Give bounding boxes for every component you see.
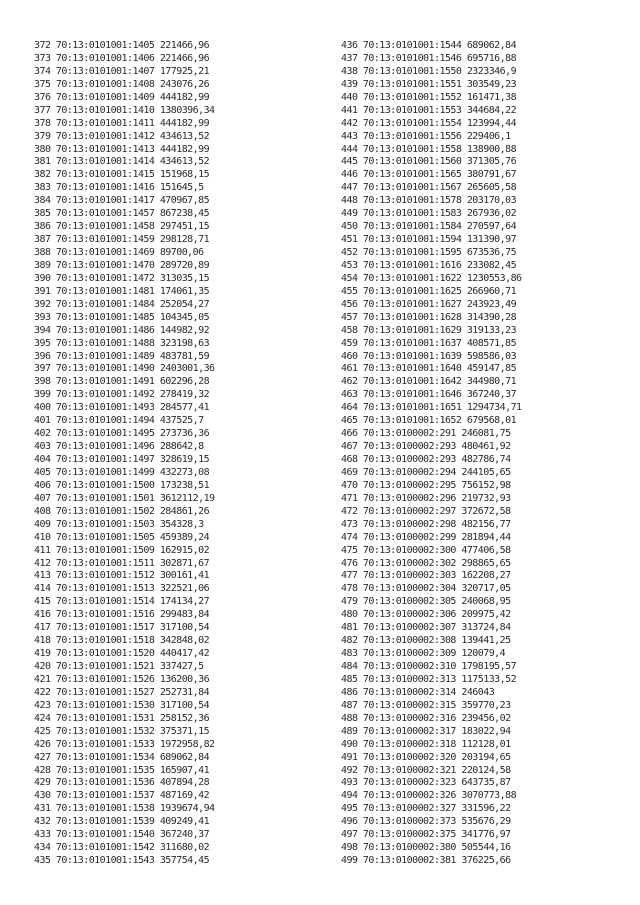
list-item: 428 70:13:0101001:1535 165907,41 xyxy=(34,764,210,776)
list-item: 421 70:13:0101001:1526 136200,36 xyxy=(34,673,210,685)
list-item: 450 70:13:0101001:1584 270597,64 xyxy=(341,221,517,233)
list-item: 468 70:13:0100002:293 482786,74 xyxy=(341,454,511,465)
list-item: 433 70:13:0101001:1540 367240,37 xyxy=(34,829,210,841)
list-item: 440 70:13:0101001:1552 161471,38 xyxy=(341,91,517,103)
list-item: 483 70:13:0100002:309 120079,4 xyxy=(341,648,506,660)
list-item: 436 70:13:0101001:1544 689062,84 xyxy=(341,40,517,51)
list-item: 443 70:13:0101001:1556 229406,1 xyxy=(341,130,511,142)
list-item: 404 70:13:0101001:1497 328619,15 xyxy=(34,454,210,465)
list-item: 497 70:13:0100002:375 341776,97 xyxy=(341,829,511,841)
list-item: 439 70:13:0101001:1551 303549,23 xyxy=(341,78,517,90)
list-item: 471 70:13:0100002:296 219732,93 xyxy=(341,492,511,504)
list-item: 434 70:13:0101001:1542 311680,02 xyxy=(34,842,210,854)
list-item: 406 70:13:0101001:1500 173238,51 xyxy=(34,479,210,491)
list-item: 393 70:13:0101001:1485 104345,05 xyxy=(34,311,210,323)
list-item: 480 70:13:0100002:306 209975,42 xyxy=(341,609,511,621)
list-item: 444 70:13:0101001:1558 138900,88 xyxy=(341,143,517,155)
list-item: 475 70:13:0100002:300 477406,58 xyxy=(341,544,511,556)
list-item: 410 70:13:0101001:1505 459389,24 xyxy=(34,531,210,543)
list-item: 499 70:13:0100002:381 376225,66 xyxy=(341,855,511,867)
list-item: 465 70:13:0101001:1652 679568,01 xyxy=(341,415,517,427)
list-item: 456 70:13:0101001:1627 243923,49 xyxy=(341,298,517,310)
list-item: 419 70:13:0101001:1520 440417,42 xyxy=(34,648,210,660)
list-item: 498 70:13:0100002:380 505544,16 xyxy=(341,842,511,854)
list-item: 477 70:13:0100002:303 162208,27 xyxy=(341,570,511,582)
list-item: 481 70:13:0100002:307 313724,84 xyxy=(341,622,511,634)
list-item: 383 70:13:0101001:1416 151645,5 xyxy=(34,182,204,194)
right-column xyxy=(341,40,636,868)
list-item: 488 70:13:0100002:316 239456,02 xyxy=(341,712,511,724)
list-item: 389 70:13:0101001:1470 289720,89 xyxy=(34,259,210,271)
list-item: 479 70:13:0100002:305 240068,95 xyxy=(341,596,511,608)
list-item: 431 70:13:0101001:1538 1939674,94 xyxy=(34,803,215,815)
list-item: 407 70:13:0101001:1501 3612112,19 xyxy=(34,492,215,504)
list-item: 381 70:13:0101001:1414 434613,52 xyxy=(34,156,210,168)
list-item: 438 70:13:0101001:1550 2323346,9 xyxy=(341,65,517,77)
list-item: 493 70:13:0100002:323 643735,87 xyxy=(341,777,511,789)
list-item: 453 70:13:0101001:1616 233082,45 xyxy=(341,259,517,271)
list-item: 478 70:13:0100002:304 320717,05 xyxy=(341,583,511,595)
list-item: 372 70:13:0101001:1405 221466,96 xyxy=(34,40,210,51)
list-item: 473 70:13:0100002:298 482156,77 xyxy=(341,518,511,530)
list-item: 432 70:13:0101001:1539 409249,41 xyxy=(34,816,210,828)
list-item: 437 70:13:0101001:1546 695716,88 xyxy=(341,52,517,64)
list-item: 482 70:13:0100002:308 139441,25 xyxy=(341,635,511,647)
left-column xyxy=(34,40,334,868)
list-item: 396 70:13:0101001:1489 483781,59 xyxy=(34,350,210,362)
list-item: 462 70:13:0101001:1642 344980,71 xyxy=(341,376,517,388)
list-item: 470 70:13:0100002:295 756152,98 xyxy=(341,479,511,491)
list-item: 424 70:13:0101001:1531 258152,36 xyxy=(34,712,210,724)
list-item: 427 70:13:0101001:1534 689062,84 xyxy=(34,751,210,763)
list-item: 380 70:13:0101001:1413 444182,99 xyxy=(34,143,210,155)
list-item: 378 70:13:0101001:1411 444182,99 xyxy=(34,117,210,129)
list-item: 469 70:13:0100002:294 244105,65 xyxy=(341,466,511,478)
list-item: 373 70:13:0101001:1406 221466,96 xyxy=(34,52,210,64)
list-item: 461 70:13:0101001:1640 459147,85 xyxy=(341,363,517,375)
list-item: 490 70:13:0100002:318 112128,01 xyxy=(341,738,511,750)
list-item: 495 70:13:0100002:327 331596,22 xyxy=(341,803,511,815)
list-item: 435 70:13:0101001:1543 357754,45 xyxy=(34,855,210,867)
list-item: 394 70:13:0101001:1486 144982,92 xyxy=(34,324,210,336)
list-item: 415 70:13:0101001:1514 174134,27 xyxy=(34,596,210,608)
list-item: 463 70:13:0101001:1646 367240,37 xyxy=(341,389,517,401)
list-item: 430 70:13:0101001:1537 487169,42 xyxy=(34,790,210,802)
list-item: 386 70:13:0101001:1458 297451,15 xyxy=(34,221,210,233)
list-item: 489 70:13:0100002:317 183022,94 xyxy=(341,725,511,737)
list-item: 464 70:13:0101001:1651 1294734,71 xyxy=(341,402,522,414)
list-item: 487 70:13:0100002:315 359770,23 xyxy=(341,699,511,711)
list-item: 445 70:13:0101001:1560 371305,76 xyxy=(341,156,517,168)
list-item: 418 70:13:0101001:1518 342848,02 xyxy=(34,635,210,647)
list-item: 385 70:13:0101001:1457 867238,45 xyxy=(34,208,210,220)
list-item: 402 70:13:0101001:1495 273736,36 xyxy=(34,428,210,440)
list-item: 458 70:13:0101001:1629 319133,23 xyxy=(341,324,517,336)
list-item: 455 70:13:0101001:1625 266960,71 xyxy=(341,285,517,297)
list-item: 411 70:13:0101001:1509 162915,02 xyxy=(34,544,210,556)
list-item: 413 70:13:0101001:1512 300161,41 xyxy=(34,570,210,582)
list-item: 484 70:13:0100002:310 1798195,57 xyxy=(341,661,517,672)
list-item: 423 70:13:0101001:1530 317100,54 xyxy=(34,699,210,711)
list-item: 494 70:13:0100002:326 3070773,88 xyxy=(341,790,517,802)
list-item: 390 70:13:0101001:1472 313035,15 xyxy=(34,272,210,284)
list-item: 399 70:13:0101001:1492 278419,32 xyxy=(34,389,210,401)
list-item: 409 70:13:0101001:1503 354328,3 xyxy=(34,518,204,530)
list-item: 425 70:13:0101001:1532 375371,15 xyxy=(34,725,210,737)
list-item: 448 70:13:0101001:1578 203170,03 xyxy=(341,195,517,207)
list-item: 400 70:13:0101001:1493 284577,41 xyxy=(34,402,210,414)
list-item: 491 70:13:0100002:320 203194,65 xyxy=(341,751,511,763)
list-item: 451 70:13:0101001:1594 131390,97 xyxy=(341,234,517,246)
list-item: 474 70:13:0100002:299 281894,44 xyxy=(341,531,511,543)
list-item: 397 70:13:0101001:1490 2403001,36 xyxy=(34,363,215,375)
list-item: 398 70:13:0101001:1491 602296,28 xyxy=(34,376,210,388)
list-item: 401 70:13:0101001:1494 437525,7 xyxy=(34,415,204,427)
list-item: 449 70:13:0101001:1583 267936,02 xyxy=(341,208,517,220)
list-item: 472 70:13:0100002:297 372672,58 xyxy=(341,505,511,517)
list-item: 417 70:13:0101001:1517 317100,54 xyxy=(34,622,210,634)
list-item: 391 70:13:0101001:1481 174061,35 xyxy=(34,285,210,297)
list-item: 426 70:13:0101001:1533 1972958,82 xyxy=(34,738,215,750)
list-item: 395 70:13:0101001:1488 323198,63 xyxy=(34,337,210,349)
list-item: 416 70:13:0101001:1516 299483,84 xyxy=(34,609,210,621)
list-item: 412 70:13:0101001:1511 302871,67 xyxy=(34,557,210,569)
list-item: 408 70:13:0101001:1502 284861,26 xyxy=(34,505,210,517)
list-item: 442 70:13:0101001:1554 123994,44 xyxy=(341,117,517,129)
list-item: 382 70:13:0101001:1415 151968,15 xyxy=(34,169,210,181)
list-item: 384 70:13:0101001:1417 470967,85 xyxy=(34,195,210,207)
list-item: 375 70:13:0101001:1408 243076,26 xyxy=(34,78,210,90)
list-item: 496 70:13:0100002:373 535676,29 xyxy=(341,816,511,828)
list-item: 376 70:13:0101001:1409 444182,99 xyxy=(34,91,210,103)
list-item: 476 70:13:0100002:302 298865,65 xyxy=(341,557,511,569)
list-item: 467 70:13:0100002:293 480461,92 xyxy=(341,441,511,453)
list-item: 405 70:13:0101001:1499 432273,08 xyxy=(34,466,210,478)
list-item: 392 70:13:0101001:1484 252054,27 xyxy=(34,298,210,310)
list-item: 374 70:13:0101001:1407 177925,21 xyxy=(34,65,210,77)
list-item: 388 70:13:0101001:1469 89700,06 xyxy=(34,247,204,258)
list-item: 460 70:13:0101001:1639 598586,03 xyxy=(341,350,517,362)
list-item: 452 70:13:0101001:1595 673536,75 xyxy=(341,247,517,258)
list-item: 379 70:13:0101001:1412 434613,52 xyxy=(34,130,210,142)
list-item: 422 70:13:0101001:1527 252731,84 xyxy=(34,686,210,698)
list-item: 429 70:13:0101001:1536 407894,28 xyxy=(34,777,210,789)
list-item: 457 70:13:0101001:1628 314390,28 xyxy=(341,311,517,323)
list-item: 485 70:13:0100002:313 1175133,52 xyxy=(341,673,517,685)
list-item: 387 70:13:0101001:1459 298128,71 xyxy=(34,234,210,246)
list-item: 420 70:13:0101001:1521 337427,5 xyxy=(34,661,204,672)
list-item: 454 70:13:0101001:1622 1230553,86 xyxy=(341,272,522,284)
list-item: 414 70:13:0101001:1513 322521,06 xyxy=(34,583,210,595)
list-item: 441 70:13:0101001:1553 344684,22 xyxy=(341,104,517,116)
list-item: 486 70:13:0100002:314 246043 xyxy=(341,686,495,698)
list-item: 403 70:13:0101001:1496 288642,8 xyxy=(34,441,204,453)
list-item: 446 70:13:0101001:1565 380791,67 xyxy=(341,169,517,181)
list-item: 492 70:13:0100002:321 220124,58 xyxy=(341,764,511,776)
list-item: 377 70:13:0101001:1410 1380396,34 xyxy=(34,104,215,116)
list-item: 447 70:13:0101001:1567 265605,58 xyxy=(341,182,517,194)
list-item: 459 70:13:0101001:1637 408571,85 xyxy=(341,337,517,349)
list-item: 466 70:13:0100002:291 246081,75 xyxy=(341,428,511,440)
